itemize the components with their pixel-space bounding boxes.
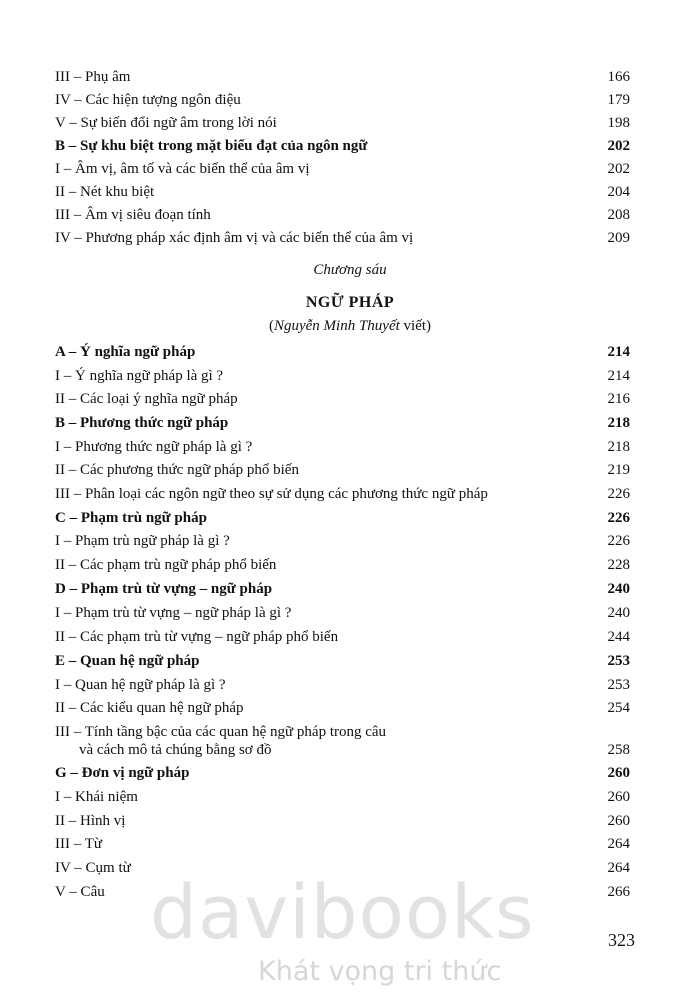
- toc-entry-page: 258: [607, 742, 630, 758]
- toc-entry-label: I – Phạm trù ngữ pháp là gì ?: [55, 533, 230, 549]
- toc-entry-page: 253: [607, 653, 630, 669]
- chapter-label: Chương sáu: [313, 262, 387, 278]
- toc-entry-label: V – Câu: [55, 884, 105, 900]
- toc-entry-page: 254: [607, 700, 630, 716]
- toc-entry-page: 240: [607, 581, 630, 597]
- toc-entry-label: B – Sự khu biệt trong mặt biểu đạt của ngôn ngữ: [55, 138, 368, 154]
- toc-entry-label: I – Quan hệ ngữ pháp là gì ?: [55, 677, 226, 693]
- toc-entry-label: III – Phụ âm: [55, 69, 131, 85]
- toc-entry-label: I – Ý nghĩa ngữ pháp là gì ?: [55, 368, 224, 384]
- author-suffix: viết): [399, 318, 432, 334]
- toc-entry-page: 260: [607, 789, 630, 805]
- toc-entry-page: 264: [607, 860, 630, 876]
- toc-entry-label: II – Các phạm trù ngữ pháp phổ biến: [55, 557, 277, 573]
- author-open-paren: (: [268, 318, 274, 334]
- toc-entry-page: 204: [607, 184, 630, 200]
- toc-entry-label: III – Tính tầng bậc của các quan hệ ngữ pháp trong câu: [55, 724, 387, 740]
- toc-entry-page: 218: [607, 439, 630, 455]
- toc-entry-page: 214: [607, 344, 630, 360]
- toc-entry-label: IV – Cụm từ: [55, 860, 131, 876]
- watermark-brand: davibooks: [150, 870, 535, 956]
- watermark-tagline: Khát vọng tri thức: [258, 956, 502, 987]
- toc-entry-label: A – Ý nghĩa ngữ pháp: [55, 344, 196, 360]
- toc-entry-multiline: [55, 722, 630, 762]
- toc-entry-page: 209: [607, 230, 630, 246]
- toc-entry-page: 244: [607, 629, 630, 645]
- toc-entry-page: 179: [607, 92, 630, 108]
- toc-entry-label: II – Các loại ý nghĩa ngữ pháp: [55, 391, 238, 407]
- toc-entry-label: B – Phương thức ngữ pháp: [55, 415, 229, 431]
- toc-entry-label: I – Khái niệm: [55, 789, 138, 805]
- toc-entry-label: II – Các kiểu quan hệ ngữ pháp: [55, 700, 244, 716]
- toc-entry-page: 198: [607, 115, 630, 131]
- toc-entry-label: D – Phạm trù từ vựng – ngữ pháp: [55, 581, 273, 597]
- toc-entry-label: II – Nét khu biệt: [55, 184, 155, 200]
- toc-entry-page: 202: [607, 161, 630, 177]
- toc-entry-label: III – Từ: [55, 836, 103, 852]
- page-number: 323: [608, 930, 635, 950]
- toc-entry-label: E – Quan hệ ngữ pháp: [55, 653, 200, 669]
- toc-entry-page: 264: [607, 836, 630, 852]
- toc-entry-page: 260: [607, 813, 630, 829]
- toc-entry-page: 214: [607, 368, 630, 384]
- toc-entry-label: IV – Các hiện tượng ngôn điệu: [55, 92, 241, 108]
- toc-entry-page: 228: [607, 557, 630, 573]
- toc-entry-label: III – Phân loại các ngôn ngữ theo sự sử dụng các phương thức ngữ pháp: [55, 486, 488, 502]
- toc-entry-label: V – Sự biến đổi ngữ âm trong lời nói: [55, 115, 277, 131]
- toc-entry-label: II – Các phương thức ngữ pháp phổ biến: [55, 462, 299, 478]
- toc-entry-page: 219: [607, 462, 630, 478]
- toc-entry-page: 218: [607, 415, 630, 431]
- toc-entry-page: 166: [607, 69, 630, 85]
- author-name: Nguyễn Minh Thuyết: [273, 318, 400, 334]
- toc-entry-label: II – Các phạm trù từ vựng – ngữ pháp phổ biến: [55, 629, 339, 645]
- toc-entry-page: 216: [607, 391, 630, 407]
- chapter-author: [0, 318, 700, 335]
- toc-entry-label: IV – Phương pháp xác định âm vị và các biến thể của âm vị: [55, 230, 414, 246]
- toc-entry-page: 266: [607, 884, 630, 900]
- chapter-title: NGỮ PHÁP: [305, 294, 395, 311]
- toc-entry-label: G – Đơn vị ngữ pháp: [55, 765, 190, 781]
- toc-entry-label: C – Phạm trù ngữ pháp: [55, 510, 207, 526]
- toc-entry-page: 226: [607, 486, 630, 502]
- toc-entry-label: I – Phương thức ngữ pháp là gì ?: [55, 439, 253, 455]
- toc-entry-page: 202: [607, 138, 630, 154]
- toc-entry-page: 208: [607, 207, 630, 223]
- toc-entry-page: 226: [607, 533, 630, 549]
- toc-entry-label: I – Phạm trù từ vựng – ngữ pháp là gì ?: [55, 605, 292, 621]
- toc-entry-label: I – Âm vị, âm tố và các biến thể của âm vị: [55, 161, 310, 177]
- toc-entry-label: II – Hình vị: [55, 813, 126, 829]
- toc-entry-label: III – Âm vị siêu đoạn tính: [55, 207, 211, 223]
- toc-entry-label-continuation: và cách mô tả chúng bằng sơ đồ: [79, 742, 272, 758]
- toc-entry-page: 226: [607, 510, 630, 526]
- toc-entry-page: 260: [607, 765, 630, 781]
- toc-entry-page: 253: [607, 677, 630, 693]
- toc-entry-page: 240: [607, 605, 630, 621]
